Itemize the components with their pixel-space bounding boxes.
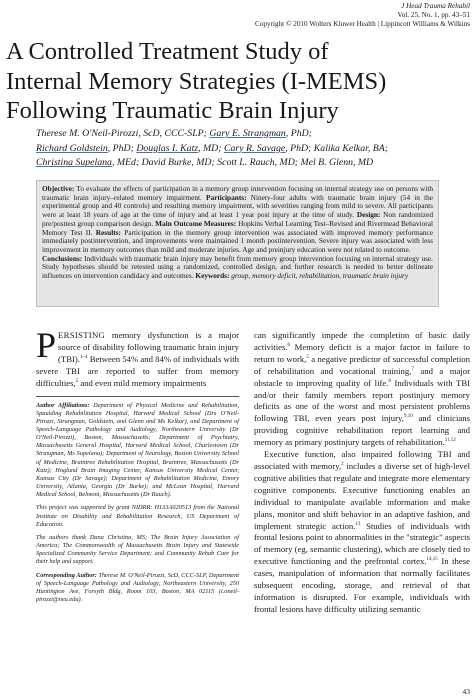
page-number: 43 <box>462 687 470 696</box>
citation-ref[interactable]: 5 <box>306 354 309 360</box>
title-line-1: A Controlled Treatment Study of <box>6 38 329 65</box>
affiliations-label: Author Affiliations: <box>36 401 90 409</box>
body-text: Individuals with TBI and/or their family members report postinjury memory deficits as one of the worst and most persistent problems following TBI, even years post injury, <box>254 377 471 424</box>
citation-ref[interactable]: 13 <box>355 521 361 527</box>
citation-ref[interactable]: 14,15 <box>426 557 438 563</box>
abstract-participants-label: Participants: <box>201 192 247 202</box>
abstract-conclusions: Individuals with traumatic brain injury may benefit from memory group intervention focusing on internal strategy use. Study hypotheses should be retested using a randomized, controlled design, and further research is needed to better delineate influences on intervention candidacy and outcomes. <box>42 253 433 281</box>
abstract-participants: Ninety-four adults with traumatic brain injury (54 in the experimental group and 40 controls) and resulting memory impairment, with severities ranging from mild to severe. All participants were at least 18 years of age at the time of injury and at least 1 year post injury at the time of study. <box>42 192 433 220</box>
author-2-suffix: , PhD; <box>285 128 312 139</box>
body-text: and clinicians providing cognitive rehabilitation report learning and memory as primary postinjury targets of rehabilitation. <box>254 413 470 448</box>
right-column <box>254 330 470 616</box>
citation-ref[interactable]: 8 <box>388 378 391 384</box>
abstract-results: Participation in the memory group intervention was associated with improved memory performance immediately postintervention, and improvements were maintained 1 month postintervention. Severe injury was associated with less improvement in memory outcomes than mild and moderate injuries. Age and preinjury education were not related to outcome. <box>42 227 433 255</box>
abstract-objective: To evaluate the effects of participation in a memory group intervention focusing on internal strategy use on persons with traumatic brain injury–related memory impairment. <box>42 184 433 202</box>
body-text: Memory deficit is a major factor in failure to return to work, <box>254 341 470 364</box>
intro-text-1: memory dysfunction is a major source of disability following traumatic brain injury (TBI). <box>58 330 239 364</box>
body-paragraph-2 <box>254 449 470 616</box>
intro-text-3: and even mild memory impairments <box>78 377 207 388</box>
abstract-measures-label: Main Outcome Measures: <box>153 218 237 228</box>
author-6-suffix: , MEd; David Burke, MD; Scott L. Rauch, MD; Mel B. Glenn, MD <box>111 157 374 169</box>
author-link-supelana[interactable]: Christina Supelana <box>36 157 112 169</box>
body-text: In these cases, manipulation of information that normally facilitates subsequent encoding, storage, and retrieval of that information is disrupted. For example, individuals with frontal lesions have difficulty utilizing semantic <box>254 556 470 614</box>
body-text: Executive function, also impaired following TBI and associated with memory, <box>254 449 470 471</box>
abstract-keywords-label: Keywords: <box>193 271 230 281</box>
drop-cap: P <box>36 325 57 365</box>
journal-copyright: Copyright © 2010 Wolters Kluwer Health | Lippincott Williams & Wilkins <box>255 20 470 28</box>
author-3-suffix: , PhD; <box>107 142 134 154</box>
author-link-goldstein[interactable]: Richard Goldstein <box>36 142 108 154</box>
author-affiliations <box>36 402 239 500</box>
body-text: can significantly impede the completion of basic daily activities. <box>254 330 470 352</box>
body-paragraph-1 <box>254 330 470 449</box>
abstract-objective-label: Objective: <box>42 184 75 193</box>
abstract-keywords: group, memory deficit, rehabilitation, traumatic brain injury <box>229 271 409 281</box>
title-line-2: Internal Memory Strategies (I-MEMS) <box>6 67 387 95</box>
intro-text-2: Between 54% and 84% of individuals with severe TBI are reported to suffer from memory difficulties, <box>36 353 239 388</box>
author-1: Therese M. O'Neil-Pirozzi, ScD, CCC-SLP; <box>36 128 207 139</box>
author-link-katz[interactable]: Douglas I. Katz <box>136 142 199 154</box>
article-title <box>6 37 471 126</box>
citation-ref[interactable]: 1–4 <box>79 354 88 360</box>
left-column <box>36 325 239 609</box>
abstract-measures: Hopkins Verbal Learning Test–Revised and Rivermead Behavioral Memory Test II. <box>42 218 434 237</box>
citation-ref[interactable]: 7 <box>411 366 414 372</box>
title-line-3: Following Traumatic Brain Injury <box>6 97 339 124</box>
funding-note: This project was supported by grant NIDRR: H133A020513 from the National Institute on Disability and Rehabilitation Research, US Department of Education. <box>36 504 239 528</box>
body-text: Studies of individuals with frontal lesions point to abnormalities in the "strategic" aspects of memory (eg, semantic clustering), which are closely tied to executive functioning and the prefrontal cortex. <box>254 520 471 567</box>
author-5-suffix: , PhD; Kalika Kelkar, BA; <box>285 142 389 154</box>
footnote-divider <box>36 396 239 397</box>
abstract-design: Non randomized pre/posttest group comparison design. <box>42 210 433 228</box>
journal-header <box>255 2 470 29</box>
corresponding-text: Therese M. O'Neil-Pirozzi, ScD, CCC-SLP, Department of Speech-Language Pathology and Audiology, Northeastern University, 250 Huntington Ave, Forsyth Bldg, Room 103, Boston, MA 02115 (t.oneil-pirozzi@neu.edu). <box>36 571 239 603</box>
affiliations-text: Department of Physical Medicine and Rehabilitation, Spaulding Rehabilitation Hospital, Harvard Medical School (Drs O'Neil-Pirozzi, Strangman, Goldstein, and Glenn and Ms Kelkar), and Department of Speech-Language Pathology and Audiology, Northeastern University (Dr O'Neil-Pirozzi), Boston, Massachusetts; Department of Psychiatry, Massachusetts General Hospital, Harvard Medical School, Charlestown (Dr Strangman, Ms Supelana); Department of Neurology, Boston University School of Medicine, Braintree Rehabilitation Hospital, Braintree, Massachusetts (Dr Katz); Hoglund Brain Imaging Center, Kansas University Medical Center, Kansas City (Dr Savage); Department of Rehabilitation Medicine, Emory University, Atlanta, Georgia (Dr Burke); and McLean Hospital, Harvard Medical School, Belmont, Massachusetts (Dr Rauch). <box>36 401 239 499</box>
body-text: and a major obstacle to improving quality of life. <box>254 365 470 388</box>
acknowledgments: The authors thank Dana Christina, MS; The Brain Injury Association of America; The Commonwealth of Massachusetts Brain Injury and Statewide Specialized Community Service Department; and Community Rehab Care for their help and support. <box>36 533 239 566</box>
abstract-results-label: Results: <box>92 227 121 237</box>
citation-ref[interactable]: 2 <box>341 462 344 468</box>
citation-ref[interactable]: 5 <box>75 378 79 384</box>
abstract-box <box>36 180 439 307</box>
abstract-design-label: Design: <box>354 210 381 220</box>
abstract-conclusions-label: Conclusions: <box>42 253 83 263</box>
journal-volume: Vol. 25, No. 1, pp. 43–51 <box>397 11 470 19</box>
citation-ref[interactable]: 9,10 <box>403 414 413 420</box>
citation-ref[interactable]: 6 <box>287 343 291 349</box>
author-link-savage[interactable]: Cary R. Savage <box>223 142 286 154</box>
corresponding-label: Corresponding Author: <box>36 571 97 579</box>
body-text: a negative predictor of successful completion of rehabilitation and vocational training, <box>254 353 470 376</box>
intro-paragraph <box>36 325 239 390</box>
body-text: includes a diverse set of high-level cognitive abilities that regulate and integrate more elementary cognitive components. Executive functioning enables an individual to manipulate available information and make plans, monitor and shift behavior in an adaptive fashion, and implement strategic action. <box>254 460 470 531</box>
author-link-strangman[interactable]: Gary E. Strangman <box>209 128 286 139</box>
intro-lead-word: ERSISTING <box>58 330 106 340</box>
journal-name: J Head Trauma Rehabil <box>401 2 470 10</box>
corresponding-author <box>36 572 239 605</box>
author-list <box>36 127 456 171</box>
citation-ref[interactable]: 11,12 <box>444 438 456 444</box>
author-4-suffix: , MD; <box>198 142 222 154</box>
